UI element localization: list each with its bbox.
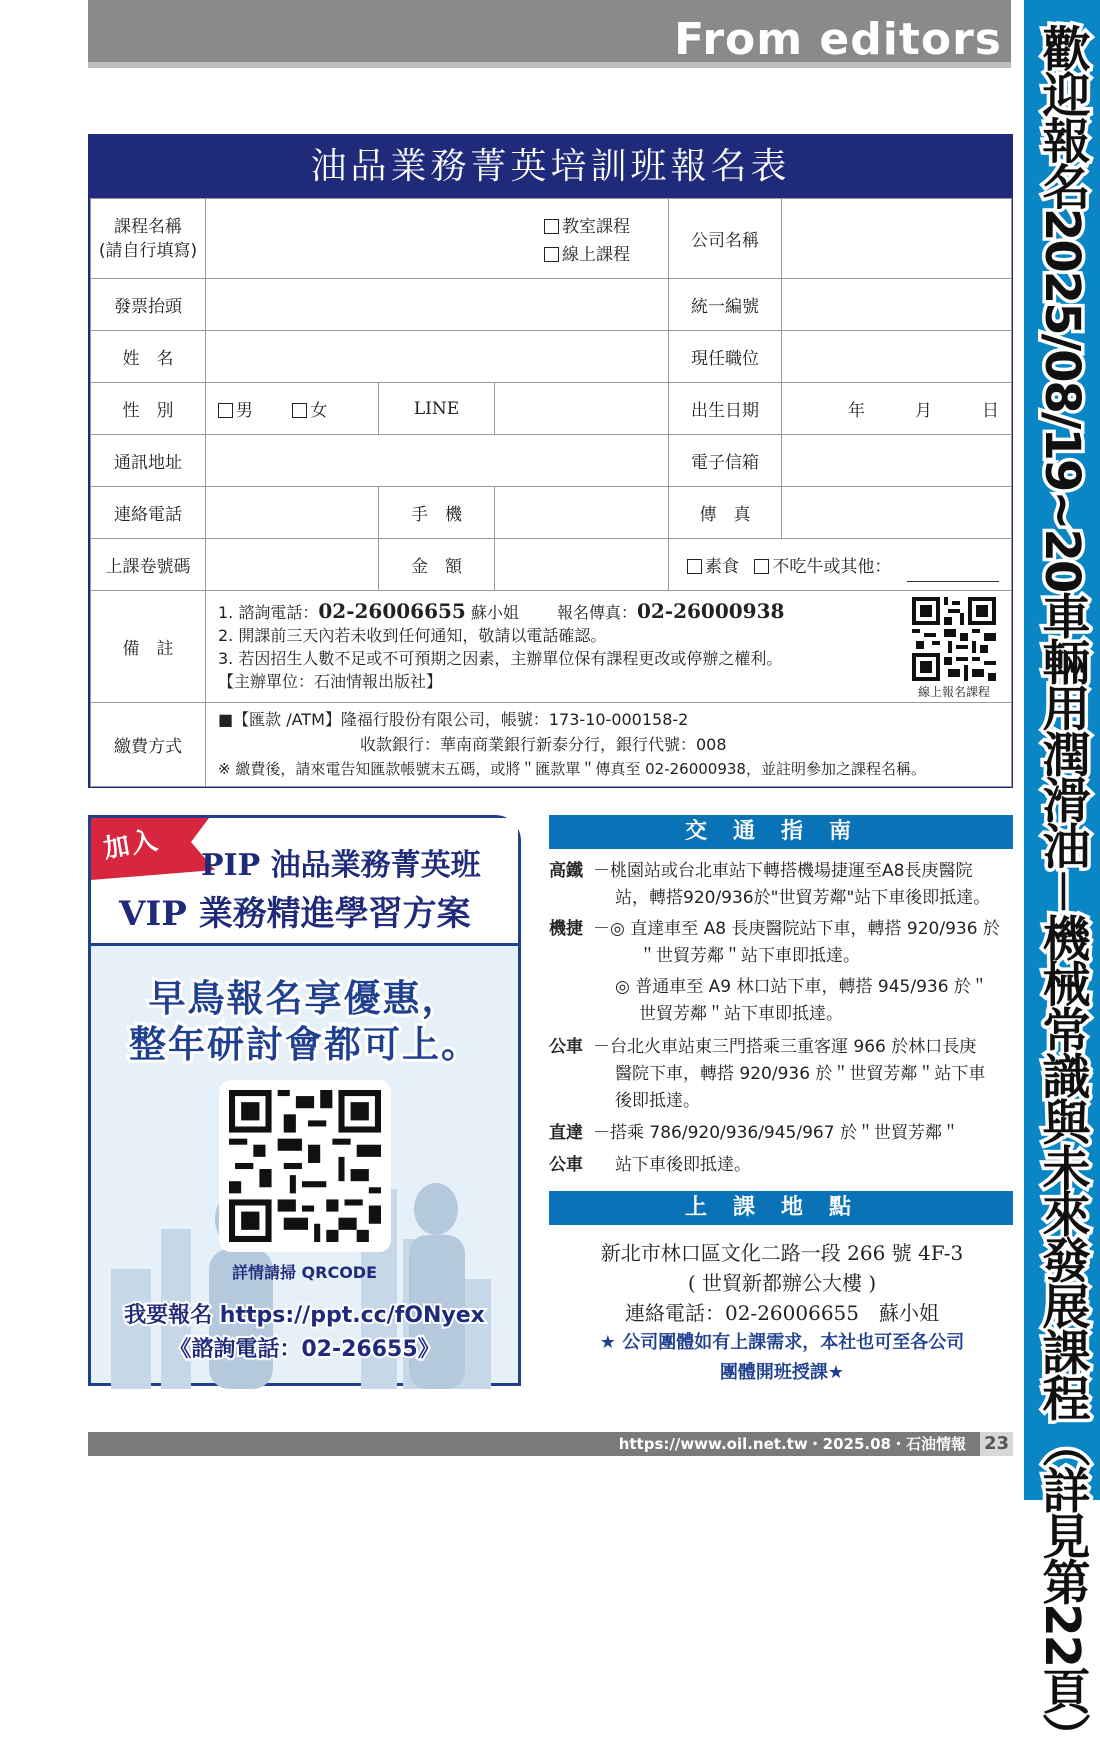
diet-other-field[interactable]	[907, 581, 999, 582]
payment-content	[206, 703, 1012, 787]
footer-text: https://www.oil.net.tw・2025.08・石油情報	[618, 1435, 966, 1453]
course-label	[91, 199, 206, 279]
qr-caption: 線上報名課程	[917, 685, 990, 699]
note-1-prefix: 1. 諮詢電話：	[218, 603, 319, 622]
online-registration-qr-icon[interactable]	[912, 597, 996, 681]
promo-qr-container[interactable]	[219, 1080, 391, 1252]
name-label: 姓 名	[91, 331, 206, 383]
birth-label: 出生日期	[669, 383, 782, 435]
mrt-line-1: －◎ 直達車至 A8 長庚醫院站下車，轉搭 920/936 於	[593, 919, 1000, 939]
checkbox-no-beef[interactable]	[754, 559, 769, 574]
bus-line-3: 後即抵達。	[615, 1091, 700, 1111]
row-payment	[91, 703, 1012, 787]
bus-key: 公車	[549, 1037, 583, 1057]
line-label: LINE	[379, 383, 495, 435]
address-field[interactable]	[206, 435, 669, 487]
promo-phone: 《諮詢電話：02-26655》	[169, 1337, 440, 1362]
bus-text	[593, 1034, 1015, 1115]
promo-card	[88, 815, 521, 1386]
opt-online[interactable]	[544, 241, 630, 269]
promo-header	[91, 818, 518, 946]
direct-line-2: 站下車後即抵達。	[615, 1155, 751, 1175]
bus-line-1: －台北火車站東三門搭乘三重客運 966 於林口長庚	[593, 1037, 977, 1057]
row-phone	[91, 487, 1012, 539]
note-1-fax: 02-26000938	[636, 599, 785, 623]
year-label: 年	[848, 401, 866, 421]
row-address	[91, 435, 1012, 487]
row-remarks	[91, 591, 1012, 703]
note-1-tel: 02-26006655	[318, 599, 466, 623]
hsr-line-2: 站，轉搭920/936於"世貿芳鄰"站下車後即抵達。	[615, 888, 991, 908]
remarks-content	[206, 591, 1012, 703]
side-banner-paren: （詳見第22頁）	[1034, 1419, 1090, 1758]
row-gender	[91, 383, 1012, 435]
vegetarian-label: 素食	[705, 557, 740, 577]
name-field[interactable]	[206, 331, 669, 383]
side-banner-main: 歡迎報名2025/08/19~20車輛用潤滑油－機械常識與未來發展課程	[1034, 24, 1090, 1420]
month-label: 月	[915, 401, 933, 421]
checkbox-female[interactable]	[292, 403, 307, 418]
side-banner-text	[1024, 24, 1100, 1758]
mobile-field[interactable]	[495, 487, 669, 539]
direct-line-1: －搭乘 786/920/936/945/967 於＂世貿芳鄰＂	[593, 1123, 959, 1143]
promo-headline-1: 早鳥報名享優惠，	[148, 977, 461, 1020]
checkbox-vegetarian[interactable]	[687, 559, 702, 574]
checkbox[interactable]	[544, 219, 559, 234]
note-1-fax-label: 報名傳真：	[556, 603, 637, 622]
promo-line-2: VIP 業務精進學習方案	[119, 894, 471, 934]
promo-qr-icon[interactable]	[229, 1090, 381, 1242]
gender-options	[206, 383, 379, 435]
promo-headline-2: 整年研討會都可上。	[129, 1023, 480, 1066]
promo-signup-link[interactable]: 我要報名 https://ppt.cc/fONyex	[124, 1303, 485, 1328]
voucher-label: 上課卷號碼	[91, 539, 206, 591]
checkbox-male[interactable]	[218, 403, 233, 418]
hsr-key: 高鐵	[549, 861, 583, 881]
company-field[interactable]	[782, 199, 1012, 279]
opt-classroom-label: 教室課程	[562, 217, 630, 237]
ribbon-text: 加入	[101, 825, 162, 865]
location-note-1: ★ 公司團體如有上課需求，本社也可至各公司	[599, 1332, 965, 1353]
fax-label: 傳 真	[669, 487, 782, 539]
position-field[interactable]	[782, 331, 1012, 383]
email-field[interactable]	[782, 435, 1012, 487]
pay-line-1: ■【匯款 /ATM】隆福行股份有限公司，帳號：173-10-000158-2	[218, 710, 689, 729]
day-label: 日	[982, 401, 1000, 421]
location-building: ( 世貿新都辦公大樓 )	[687, 1271, 877, 1295]
row-invoice	[91, 279, 1012, 331]
pay-line-3: ※ 繳費後，請來電告知匯款帳號末五碼，或將＂匯款單＂傳真至 02-26000938，並註明參加之課程名稱。	[218, 760, 926, 778]
form-title: 油品業務菁英培訓班報名表	[90, 136, 1011, 198]
male-label: 男	[236, 401, 253, 421]
tax-id-field[interactable]	[782, 279, 1012, 331]
note-1-person: 蘇小姐	[470, 603, 519, 622]
tax-id-label: 統一編號	[669, 279, 782, 331]
company-label: 公司名稱	[669, 199, 782, 279]
hsr-line-1: －桃園站或台北車站下轉搭機場捷運至A8長庚醫院	[593, 861, 973, 881]
location-title-bar: 上課地點	[549, 1191, 1013, 1225]
mobile-label: 手 機	[379, 487, 495, 539]
row-name	[91, 331, 1012, 383]
location-address: 新北市林口區文化二路一段 266 號 4F-3	[600, 1241, 964, 1265]
opt-classroom[interactable]	[544, 213, 630, 241]
traffic-direct	[549, 1120, 1015, 1180]
side-banner	[1024, 0, 1100, 1758]
course-field[interactable]	[206, 199, 669, 279]
gender-label: 性 別	[91, 383, 206, 435]
course-label-1: 課程名稱	[114, 216, 182, 237]
pay-line-2: 收款銀行：華南商業銀行新泰分行，銀行代號：008	[360, 735, 727, 754]
phone-field[interactable]	[206, 487, 379, 539]
section-title: From editors	[674, 14, 1002, 65]
bus-line-2: 醫院下車，轉搭 920/936 於＂世貿芳鄰＂站下車	[615, 1064, 986, 1084]
email-label: 電子信箱	[669, 435, 782, 487]
no-beef-label: 不吃牛或其他：	[772, 557, 892, 577]
female-label: 女	[310, 401, 328, 421]
bus2-key: 公車	[549, 1155, 583, 1175]
direct-key: 直達	[549, 1123, 583, 1143]
fax-field[interactable]	[782, 487, 1012, 539]
traffic-title-bar: 交通指南	[549, 815, 1013, 849]
invoice-field[interactable]	[206, 279, 669, 331]
mrt-key: 機捷	[549, 919, 583, 939]
row-voucher	[91, 539, 1012, 591]
traffic-mrt	[549, 916, 1015, 1028]
row-course	[91, 199, 1012, 279]
diet-options	[669, 539, 1012, 591]
course-label-2: (請自行填寫)	[98, 240, 198, 261]
mrt-line-3: ◎ 普通車至 A9 林口站下車，轉搭 945/936 於＂	[615, 977, 988, 997]
promo-qr-caption: 詳情請掃 QRCODE	[231, 1263, 378, 1282]
note-4: 【主辦單位：石油情報出版社】	[218, 672, 443, 691]
note-3: 3. 若因招生人數不足或不可預期之因素，主辦單位保有課程更改或停辦之權利。	[218, 649, 783, 668]
mrt-text	[593, 916, 1015, 1028]
location-contact: 連絡電話：02-26006655 蘇小姐	[624, 1301, 939, 1325]
voucher-field[interactable]	[206, 539, 379, 591]
address-label: 通訊地址	[91, 435, 206, 487]
invoice-label: 發票抬頭	[91, 279, 206, 331]
remarks-label: 備 註	[91, 591, 206, 703]
traffic-hsr	[549, 858, 1015, 912]
amount-label: 金 額	[379, 539, 495, 591]
line-field[interactable]	[495, 383, 669, 435]
traffic-bus	[549, 1034, 1015, 1116]
direct-text	[593, 1120, 1015, 1179]
registration-form	[88, 134, 1013, 788]
form-table	[90, 198, 1012, 787]
payment-label: 繳費方式	[91, 703, 206, 787]
page-number: 23	[980, 1432, 1013, 1456]
checkbox[interactable]	[544, 247, 559, 262]
location-note-2: 團體開班授課★	[719, 1362, 845, 1383]
promo-line-1: PIP 油品業務菁英班	[201, 848, 481, 883]
birth-field[interactable]	[782, 383, 1012, 435]
mrt-line-2: ＂世貿芳鄰＂站下車即抵達。	[639, 946, 860, 966]
amount-field[interactable]	[495, 539, 669, 591]
mrt-line-4: 世貿芳鄰＂站下車即抵達。	[639, 1004, 843, 1024]
hsr-text	[593, 858, 1015, 912]
note-2: 2. 開課前三天內若未收到任何通知，敬請以電話確認。	[218, 626, 607, 645]
opt-online-label: 線上課程	[562, 245, 630, 265]
phone-label: 連絡電話	[91, 487, 206, 539]
position-label: 現任職位	[669, 331, 782, 383]
note-1	[218, 600, 1005, 624]
